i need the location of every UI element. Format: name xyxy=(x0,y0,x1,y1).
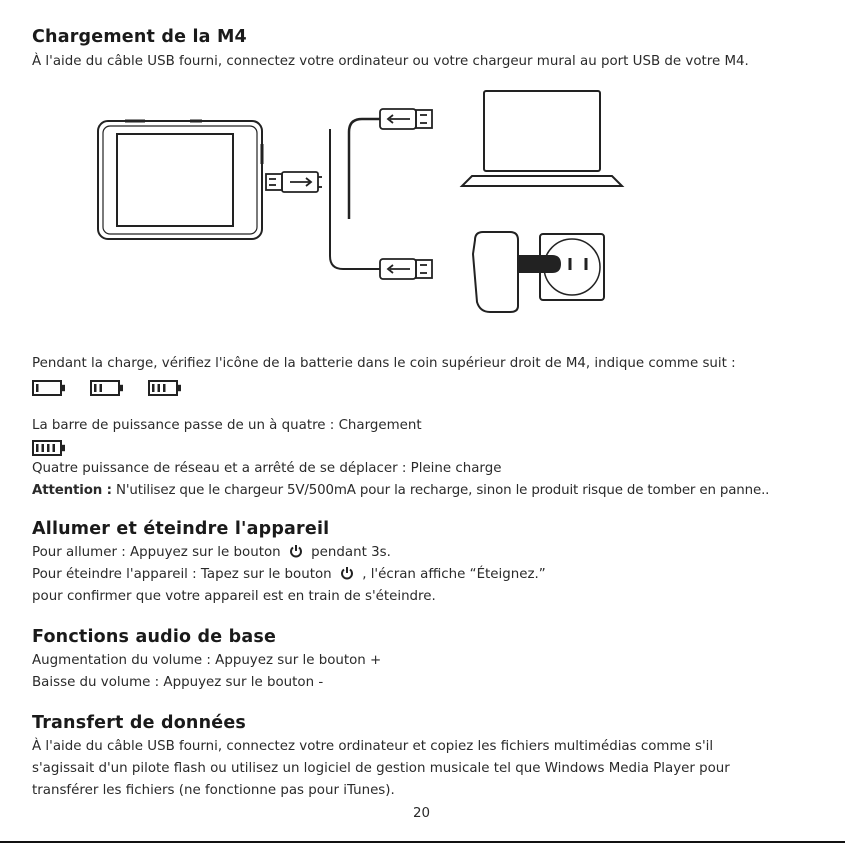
battery-icon xyxy=(90,380,124,396)
battery-check-text: Pendant la charge, vérifiez l'icône de la batterie dans le coin supérieur droit de M4, indique comme suit : xyxy=(32,356,736,371)
usb-plug-icon xyxy=(380,109,432,129)
transfer-line-2: s'agissait d'un pilote flash ou utilisez un logiciel de gestion musicale tel que Windows Media Player pour xyxy=(32,761,730,776)
volume-down-text: Baisse du volume : Appuyez sur le bouton - xyxy=(32,675,324,690)
battery-icon xyxy=(32,380,66,396)
power-on-duration: pendant 3s. xyxy=(311,545,391,560)
power-off-confirm: pour confirmer que votre appareil est en train de s'éteindre. xyxy=(32,589,436,604)
power-bar-text: La barre de puissance passe de un à quatre : Chargement xyxy=(32,418,422,433)
attention-line xyxy=(32,480,769,502)
battery-level-3 xyxy=(148,380,182,400)
page-number: 20 xyxy=(413,806,431,821)
power-heading: Allumer et éteindre l'appareil xyxy=(32,519,330,539)
power-on-text: Pour allumer : Appuyez sur le bouton xyxy=(32,545,281,560)
full-charge-text: Quatre puissance de réseau et a arrêté de se déplacer : Pleine charge xyxy=(32,461,502,476)
wall-charger-icon xyxy=(473,232,604,312)
device-illustration xyxy=(98,121,262,239)
battery-icon xyxy=(148,380,182,396)
usb-plug-icon xyxy=(380,259,432,279)
footer-rule xyxy=(0,841,845,843)
charging-intro: À l'aide du câble USB fourni, connectez votre ordinateur ou votre chargeur mural au port USB de votre M4. xyxy=(32,54,749,69)
laptop-icon xyxy=(462,91,622,186)
power-on-line xyxy=(32,542,391,564)
power-off-text: Pour éteindre l'appareil : Tapez sur le bouton xyxy=(32,567,332,582)
transfer-line-1: À l'aide du câble USB fourni, connectez votre ordinateur et copiez les fichiers multimédias comme s'il xyxy=(32,739,714,754)
attention-label: Attention : xyxy=(32,483,112,498)
power-off-message: , l'écran affiche “Éteignez.” xyxy=(362,567,546,582)
charging-heading: Chargement de la M4 xyxy=(32,27,247,47)
transfer-line-3: transférer les fichiers (ne fonctionne pas pour iTunes). xyxy=(32,783,395,798)
battery-level-2 xyxy=(90,380,124,400)
battery-icon xyxy=(32,440,72,456)
power-icon xyxy=(340,566,354,580)
power-icon xyxy=(289,544,303,558)
usb-plug-icon xyxy=(266,172,322,192)
charging-illustration xyxy=(90,84,650,324)
battery-icon xyxy=(32,440,66,456)
transfer-heading: Transfert de données xyxy=(32,713,247,733)
battery-level-1 xyxy=(32,380,66,400)
attention-text: N'utilisez que le chargeur 5V/500mA pour la recharge, sinon le produit risque de tomber en panne.. xyxy=(115,483,770,498)
power-off-line xyxy=(32,564,546,586)
volume-up-text: Augmentation du volume : Appuyez sur le bouton + xyxy=(32,653,382,668)
audio-heading: Fonctions audio de base xyxy=(32,627,277,647)
battery-levels-row xyxy=(32,380,232,398)
